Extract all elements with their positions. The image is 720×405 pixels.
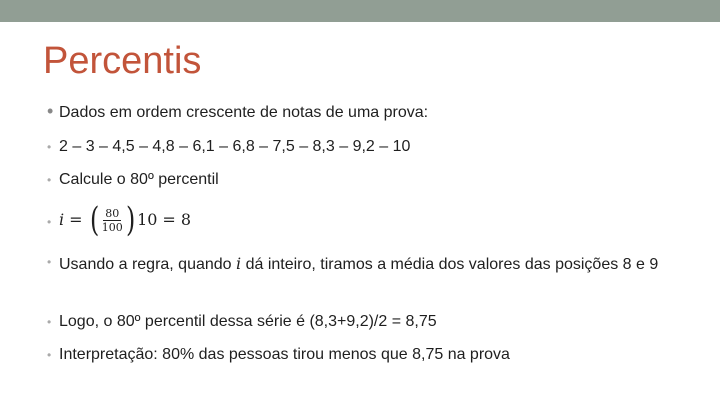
bullet-dot-icon: • (47, 215, 52, 229)
formula-variable: i (59, 210, 65, 229)
bullet-dot-icon: • (47, 101, 54, 121)
bullet-text: Dados em ordem crescente de notas de uma prova: (59, 104, 429, 121)
fraction-denominator: 100 (101, 220, 123, 234)
bullet-text: Logo, o 80º percentil dessa série é (8,3+9,2)/2 = 8,75 (59, 313, 437, 330)
fraction-numerator: 80 (105, 206, 120, 220)
right-paren-icon: ) (125, 200, 136, 240)
formula (59, 198, 191, 242)
bullet-dot-icon: • (47, 255, 52, 269)
bullet-text: Calcule o 80º percentil (59, 171, 219, 188)
formula-equals-2: = (162, 210, 176, 229)
bullet-text: 2 – 3 – 4,5 – 4,8 – 6,1 – 6,8 – 7,5 – 8,3 – 9,2 – 10 (59, 138, 411, 155)
bullet-text (59, 250, 684, 279)
bullet-text: Interpretação: 80% das pessoas tirou menos que 8,75 na prova (59, 346, 510, 363)
formula-multiplier: 10 (137, 210, 158, 229)
bullet-dot-icon: • (47, 173, 52, 187)
rule-text-post: dá inteiro, tiramos a média dos valores das posições 8 e 9 (241, 256, 659, 273)
rule-text-pre: Usando a regra, quando (59, 256, 237, 273)
slide-title: Percentis (43, 40, 202, 82)
rule-variable: i (236, 254, 242, 273)
bullet-dot-icon: • (47, 315, 52, 329)
bullet-dot-icon: • (47, 348, 52, 362)
left-paren-icon: ( (89, 200, 99, 240)
formula-result: 8 (180, 210, 192, 229)
formula-equals: = (69, 210, 83, 229)
formula-fraction (102, 207, 123, 234)
bullet-dot-icon: • (47, 140, 52, 154)
